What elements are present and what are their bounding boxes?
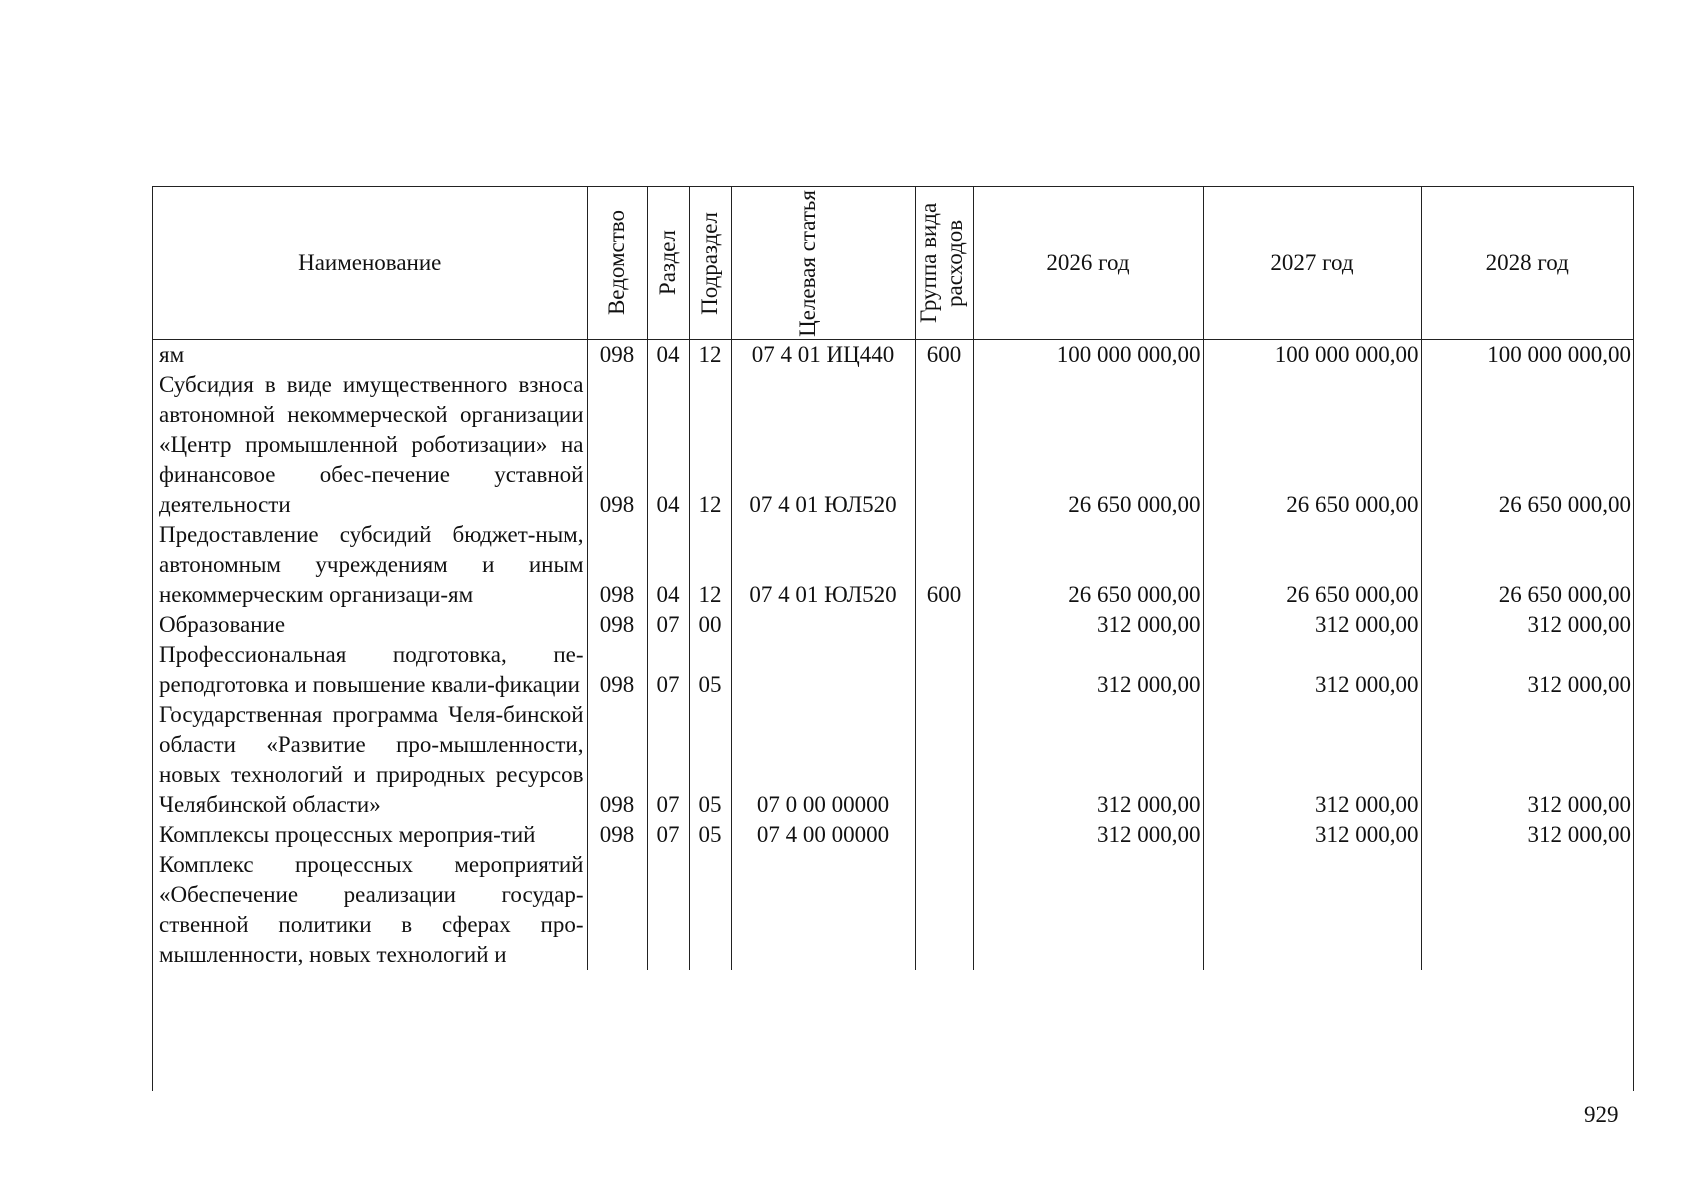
cell-target: 07 4 00 00000	[731, 820, 915, 850]
cell-name: Комплекс процессных мероприятий «Обеспечение реализации государ-ственной политики в сферах про-мышленности, новых технологий и	[159, 852, 584, 967]
cell-target: 07 0 00 00000	[731, 700, 915, 820]
cell-y2027: 312 000,00	[1203, 640, 1421, 700]
table-row	[153, 340, 1633, 371]
cell-y2026: 100 000 000,00	[973, 340, 1203, 371]
cell-name: Профессиональная подготовка, пе-реподготовка и повышение квали-фикации	[159, 642, 584, 697]
cell-y2027: 312 000,00	[1203, 820, 1421, 850]
cell-y2026: 26 650 000,00	[973, 520, 1203, 610]
cell-section: 07	[647, 700, 689, 820]
cell-y2026: 26 650 000,00	[973, 370, 1203, 520]
cell-y2028: 312 000,00	[1421, 640, 1633, 700]
cell-y2028: 26 650 000,00	[1421, 520, 1633, 610]
cell-target	[731, 640, 915, 700]
cell-y2028	[1421, 850, 1633, 970]
cell-y2028: 100 000 000,00	[1421, 340, 1633, 371]
header-group: Группа вида расходов	[915, 187, 973, 340]
budget-table	[153, 187, 1633, 970]
header-dept: Ведомство	[587, 187, 647, 340]
cell-group	[915, 850, 973, 970]
header-name: Наименование	[153, 187, 587, 340]
cell-dept: 098	[587, 640, 647, 700]
table-row	[153, 640, 1633, 700]
cell-target	[731, 610, 915, 640]
cell-y2026	[973, 850, 1203, 970]
cell-y2028: 26 650 000,00	[1421, 370, 1633, 520]
cell-group: 600	[915, 340, 973, 371]
header-2028: 2028 год	[1421, 187, 1633, 340]
cell-name: Образование	[159, 612, 286, 637]
cell-dept: 098	[587, 340, 647, 371]
cell-name: Комплексы процессных мероприя-тий	[159, 822, 536, 847]
cell-target: 07 4 01 ЮЛ520	[731, 520, 915, 610]
cell-dept: 098	[587, 610, 647, 640]
cell-target: 07 4 01 ЮЛ520	[731, 370, 915, 520]
cell-group	[915, 640, 973, 700]
cell-y2027: 26 650 000,00	[1203, 520, 1421, 610]
cell-y2026: 312 000,00	[973, 610, 1203, 640]
cell-y2028: 312 000,00	[1421, 820, 1633, 850]
cell-dept: 098	[587, 370, 647, 520]
budget-table-sheet	[152, 186, 1634, 1091]
header-section: Раздел	[647, 187, 689, 340]
cell-section: 04	[647, 340, 689, 371]
table-row	[153, 820, 1633, 850]
table-row	[153, 370, 1633, 520]
cell-section: 07	[647, 610, 689, 640]
header-2027: 2027 год	[1203, 187, 1421, 340]
cell-subsection: 12	[689, 340, 731, 371]
table-header-row	[153, 187, 1633, 340]
cell-subsection: 05	[689, 640, 731, 700]
table-row	[153, 700, 1633, 820]
header-2026: 2026 год	[973, 187, 1203, 340]
cell-subsection: 12	[689, 370, 731, 520]
cell-y2026: 312 000,00	[973, 640, 1203, 700]
page-number: 929	[1584, 1102, 1619, 1127]
cell-dept: 098	[587, 520, 647, 610]
cell-name: Субсидия в виде имущественного взноса автономной некоммерческой организации «Центр промышленной роботизации» на финансовое обес-печение уставной деятельности	[159, 372, 584, 517]
cell-y2028: 312 000,00	[1421, 700, 1633, 820]
header-subsection: Подраздел	[689, 187, 731, 340]
cell-dept	[587, 850, 647, 970]
cell-group	[915, 700, 973, 820]
table-row	[153, 520, 1633, 610]
cell-subsection: 12	[689, 520, 731, 610]
cell-y2028: 312 000,00	[1421, 610, 1633, 640]
cell-group	[915, 610, 973, 640]
cell-y2027: 312 000,00	[1203, 610, 1421, 640]
header-target: Целевая статья	[731, 187, 915, 340]
cell-y2027: 312 000,00	[1203, 700, 1421, 820]
cell-section: 07	[647, 820, 689, 850]
cell-y2027	[1203, 850, 1421, 970]
cell-target	[731, 850, 915, 970]
cell-section: 07	[647, 640, 689, 700]
cell-y2026: 312 000,00	[973, 700, 1203, 820]
cell-target: 07 4 01 ИЦ440	[731, 340, 915, 371]
cell-name: Предоставление субсидий бюджет-ным, автономным учреждениям и иным некоммерческим организаци-ям	[159, 522, 584, 607]
table-row	[153, 850, 1633, 970]
cell-dept: 098	[587, 820, 647, 850]
cell-group	[915, 820, 973, 850]
cell-group: 600	[915, 520, 973, 610]
cell-name: ям	[159, 342, 185, 367]
cell-subsection: 00	[689, 610, 731, 640]
cell-dept: 098	[587, 700, 647, 820]
cell-group	[915, 370, 973, 520]
cell-y2026: 312 000,00	[973, 820, 1203, 850]
cell-section	[647, 850, 689, 970]
cell-y2027: 26 650 000,00	[1203, 370, 1421, 520]
table-row	[153, 610, 1633, 640]
cell-subsection: 05	[689, 700, 731, 820]
cell-name: Государственная программа Челя-бинской области «Развитие про-мышленности, новых технологий и природных ресурсов Челябинской области»	[159, 702, 584, 817]
cell-y2027: 100 000 000,00	[1203, 340, 1421, 371]
cell-section: 04	[647, 520, 689, 610]
cell-section: 04	[647, 370, 689, 520]
cell-subsection: 05	[689, 820, 731, 850]
cell-subsection	[689, 850, 731, 970]
